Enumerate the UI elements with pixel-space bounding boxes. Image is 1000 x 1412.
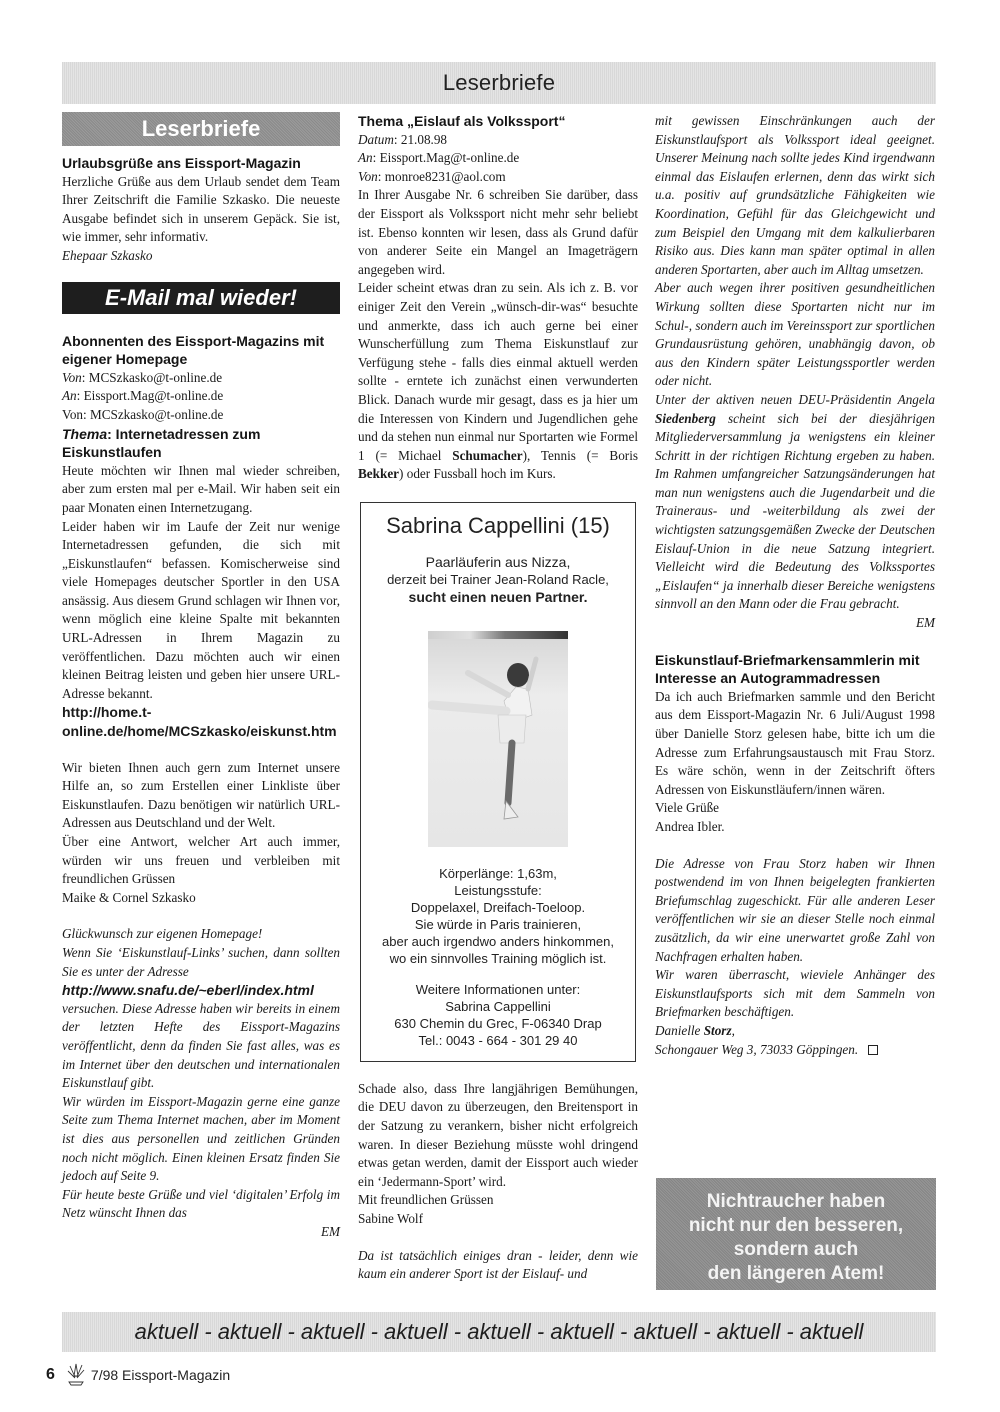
- contact-address: [655, 1041, 935, 1060]
- ad-detail-line: Doppelaxel, Dreifach-Toeloop.: [410, 899, 586, 915]
- column-2: [358, 112, 638, 1284]
- letter-body: Da ich auch Briefmarken sammle und den Bericht aus dem Eissport-Magazin Nr. 6 Juli/August 1998 über Danielle Storz gelesen habe, bitte ich um die Adresse zum Erfahrungsaustausch mit Frau Storz. Es wäre schön, wenn in der Zeitschrift öfters Adressen von Eiskunstläufern/innen wären.: [655, 688, 935, 797]
- reply-paragraph: versuchen. Diese Adresse haben wir bereits in einem der letzten Hefte des Eissport-Magazins veröffentlicht, denn da finden Sie fast alles, was es im Internet über den deutschen und internationalen Eiskunstlauf gibt.: [62, 1000, 340, 1091]
- ad-detail-line: Sie würde in Paris trainieren,: [414, 916, 582, 932]
- aktuell-text: aktuell - aktuell - aktuell - aktuell - aktuell - aktuell - aktuell - aktuell - aktuell: [134, 1319, 864, 1344]
- letter-body: Herzliche Grüße aus dem Urlaub sendet dem Team Ihrer Zeitschrift die Familie Szkasko. Die neueste Ausgabe befindet sich in unserem Gepäck. Sie ist, wie immer, sehr informativ.: [62, 173, 340, 245]
- name-siedenberg: Siedenberg: [655, 410, 716, 426]
- text-run: ) oder Fussball hoch im Kurs.: [399, 466, 556, 482]
- page-footer: [46, 1362, 230, 1388]
- link-url[interactable]: http://www.snafu.de/~eberl/index.html: [62, 982, 314, 999]
- from-label: Von: [62, 369, 82, 385]
- nonsmoker-line: den längeren Atem!: [707, 1263, 885, 1284]
- reply-paragraph: Wir würden im Eissport-Magazin gerne eine ganze Seite zum Thema Internet machen, aber im Moment ist dies aus personellen und zeitlichen Gründen noch nicht möglich. Einen kleinen Ersatz finden Sie jedoch auf Seite 9.: [62, 1093, 340, 1184]
- ad-contact-phone: Tel.: 0043 - 664 - 301 29 40: [418, 1032, 578, 1048]
- email-banner-label: E-Mail mal wieder!: [105, 284, 297, 310]
- date-value: : 21.08.98: [393, 131, 448, 147]
- ad-contact-line: Sabrina Cappellini: [445, 998, 551, 1014]
- letter-heading: Abonnenten des Eissport-Magazins mit eigener Homepage: [62, 332, 325, 368]
- letter-paragraph: Wir bieten Ihnen auch gern zum Internet unsere Hilfe an, so zum Erstellen einer Linkliste über Eiskunstlaufen. Dazu benötigen wir natürlich URL-Adressen aus Deutschland und der Welt.: [62, 759, 340, 831]
- email-subject: [62, 425, 340, 462]
- figure-skater-photo: [428, 631, 568, 847]
- text-run: Danielle: [655, 1022, 704, 1038]
- email-to: [358, 149, 638, 168]
- date-label: Datum: [358, 131, 394, 147]
- ad-headline: sucht einen neuen Partner.: [408, 588, 588, 605]
- reply-signature: EM: [320, 1223, 340, 1239]
- reply-paragraph: Für heute beste Grüße und viel ‘digitalen’ Erfolg im Netz wünscht Ihnen das: [62, 1186, 340, 1221]
- column-3: [655, 112, 935, 1059]
- email-from: [62, 369, 340, 388]
- nonsmoker-line: nicht nur den besseren,: [688, 1215, 904, 1236]
- reply-paragraph: Wir waren überrascht, wieviele Anhänger des Eiskunstlaufsports sich mit dem Sammeln von Briefmarken beschäftigen.: [655, 967, 935, 1020]
- letter-paragraph: Heute möchten wir Ihnen mal wieder schreiben, aber zum ersten mal per e-Mail. Wir haben seit ein paar Monaten einen Internetzugang.: [62, 462, 340, 515]
- ad-contact-line: Weitere Informationen unter:: [415, 981, 581, 997]
- ad-line: derzeit bei Trainer Jean-Roland Racle,: [387, 571, 609, 587]
- email-from: [358, 168, 638, 187]
- ad-contact: [365, 981, 631, 1049]
- section-header-band: [62, 62, 936, 104]
- reply-paragraph: Die Adresse von Frau Storz haben wir Ihnen postwendend im von Ihnen beigelegten frankierten Briefumschlag zugeschickt. Für alle anderen Leser veröffentlichen wir sie an dieser Stelle noch einmal zusätzlich, da wir eine unerwartet große Zahl von Nachfragen erhalten haben.: [655, 855, 935, 964]
- to-label: An: [358, 150, 373, 166]
- aktuell-band: [62, 1312, 936, 1352]
- section-title: Leserbriefe: [442, 70, 556, 95]
- reply-line: Glückwunsch zur eigenen Homepage!: [62, 926, 263, 942]
- from-value: : monroe8231@aol.com: [377, 168, 506, 184]
- magazine-logo-icon: [65, 1362, 87, 1388]
- letter-paragraph: Schade also, dass Ihre langjährigen Bemühungen, die DEU davon zu überzeugen, den Breitensport in der Satzung zu verankern, bisher nicht erfolgreich waren. In dieser Beziehung müsste wohl dringend etwas getan werden, damit der Eissport auch wieder ein ‘Jedermann-Sport’ wird.: [358, 1080, 638, 1189]
- text-run: Unter der aktiven neuen DEU-Präsidentin Angela: [655, 391, 935, 407]
- subject-label: Thema: [62, 425, 108, 442]
- ad-detail-line: Leistungsstufe:: [454, 882, 542, 898]
- name-bekker: Bekker: [358, 466, 400, 482]
- to-value: : Eissport.Mag@t-online.de: [76, 388, 224, 404]
- text-run: ), Tennis (= Boris: [522, 447, 638, 463]
- text-run: scheint sich bei der diesjährigen Mitgliederversammlung ja wenigstens ein kleiner Schritt in der richtigen Richtung ergeben zu haben. Im Rahmen umfangreicher Satzungsänderungen hat man nun wenigstens auch die Jugendarbeit und die Traineraus- und -weiterbildung als zwei der wichtigsten satzungsgemäßen Zwecke der Deutschen Eislauf-Union in die neue Satzung integriert. Vielleicht wird die Bedeutung des Volkssportes „Eislaufen“ ja innerhalb dieser Bereiche wenigstens sinnvoll an den Mann oder die Frau gebracht.: [655, 410, 935, 612]
- address-text: Schongauer Weg 3, 73033 Göppingen.: [655, 1041, 859, 1057]
- email-banner: [62, 282, 340, 314]
- reply-paragraph: mit gewissen Einschränkungen auch der Eiskunstlaufsport als Volkssport ideal geeignet. Unserer Meinung nach sollte jedes Kind irgendwann einmal das Eislaufen erlernen, denn das wirkt sich u.a. positiv auf grundsätzliche Fähigkeiten wie Koordination, Gefühl für das Gleichgewicht und zum Beispiel den Umgang mit dem kalkulierbaren Risiko aus. Dies kann man später optimal in allen anderen Sportarten, aber auch im Alltag umsetzen.: [655, 113, 935, 277]
- subject-value: : Internetadressen zum Eiskunstlaufen: [62, 425, 261, 461]
- leserbriefe-box-label: Leserbriefe: [141, 116, 261, 141]
- page-number: 6: [46, 1366, 55, 1383]
- nonsmoker-box: [656, 1178, 936, 1290]
- email-date: [358, 131, 638, 150]
- letter-signature: Ehepaar Szkasko: [62, 247, 153, 263]
- ad-contact-line: 630 Chemin du Grec, F-06340 Drap: [394, 1015, 602, 1031]
- letter-paragraph: Über eine Antwort, welcher Art auch immer, würden wir uns freuen und verbleiben mit freundlichen Grüssen: [62, 834, 340, 887]
- from-label: Von: [358, 168, 378, 184]
- ad-detail-line: Körperlänge: 1,63m,: [439, 865, 557, 881]
- letter-paragraph: Leider haben wir im Laufe der Zeit nur wenige Internetadressen gefunden, die sich mit „Eiskunstlaufen“ befassen. Komischerweise sind viele Homepages deutscher Sportler in den USA ansässig. Aus diesem Grund schlagen wir Ihnen vor, wenn möglich eine kleine Spalte mit bekannten URL-Adressen in Ihrem Magazin zu veröffentlichen. Dazu möchten auch wir einen kleinen Beitrag leisten und geben hier unsere URL-Adresse bekannt.: [62, 518, 340, 701]
- ad-line: Paarläuferin aus Nizza,: [425, 553, 571, 570]
- name-storz: Storz: [703, 1022, 732, 1038]
- letter-heading: Thema „Eislauf als Volkssport“: [358, 113, 566, 129]
- ad-title: Sabrina Cappellini (15): [386, 512, 610, 538]
- letter-paragraph: In Ihrer Ausgabe Nr. 6 schreiben Sie darüber, dass der Eissport als Volkssport nicht mehr sehr beliebt ist. Ebenso konnten wir lesen, dass als Grund dafür von anderer Seite ein Mangel an Imageträgern angegeben wird.: [358, 187, 638, 277]
- letter-heading: Eiskunstlauf-Briefmarkensammlerin mit Interesse an Autogrammadressen: [655, 651, 920, 687]
- reply-paragraph: [655, 391, 935, 614]
- reply-paragraph: Da ist tatsächlich einiges dran - leider, denn wie kaum ein anderer Sport ist der Eislauf- und: [358, 1247, 638, 1282]
- letter-signature: Maike & Cornel Szkasko: [62, 889, 196, 905]
- text-run: ,: [731, 1022, 735, 1038]
- reply-signature: EM: [915, 615, 935, 631]
- issue-label: 7/98 Eissport-Magazin: [90, 1367, 231, 1383]
- letter-heading: Urlaubsgrüße ans Eissport-Magazin: [62, 155, 301, 171]
- ad-details: [365, 865, 631, 967]
- letter-signature: Andrea Ibler.: [655, 818, 725, 834]
- email-to: [62, 387, 340, 406]
- letter-signature: Sabine Wolf: [358, 1211, 423, 1227]
- email-from-2: Von: MCSzkasko@t-online.de: [62, 406, 224, 422]
- to-value: : Eissport.Mag@t-online.de: [372, 150, 520, 166]
- ad-detail-line: wo ein sinnvolles Training möglich ist.: [389, 950, 607, 966]
- ad-detail-line: aber auch irgendwo anders hinkommen,: [382, 933, 614, 949]
- end-of-article-icon: [868, 1045, 878, 1055]
- nonsmoker-line: Nichtraucher haben: [706, 1191, 886, 1212]
- reply-paragraph: Aber auch wegen ihrer positiven gesundheitlichen Wirkung sollten diese Sportarten nicht nur im Schul-, sondern auch im Vereinssport zur sportlichen Grundausrüstung gehören, unabhängig davon, ob aus den Kindern später Leistungssportler werden oder nicht.: [655, 280, 935, 389]
- letter-paragraph: [358, 279, 638, 484]
- reply-line: Wenn Sie ‘Eiskunstlauf-Links’ suchen, dann sollten Sie es unter der Adresse: [62, 944, 340, 979]
- partner-search-ad: [360, 502, 636, 1062]
- name-schumacher: Schumacher: [452, 447, 523, 463]
- text-run: Leider scheint etwas dran zu sein. Als ich z. B. vor einiger Zeit den Verein „wünsch-dir-was“ besuchte und anmerkte, dass ich auch gerne bei einer Wunscherfüllung zum Thema Eiskunstlauf zur Verfügung stehe - falls dies einmal aktuell werden sollte - erntete ich zunächst einen verwunderten Blick. Danach wurde mir gesagt, dass es ja hier um die Interessen von Kindern und Jugendlichen gehe und da stehen nun einmal nur Sportarten wie Formel 1 (= Michael: [358, 280, 638, 463]
- letter-closing: Mit freundlichen Grüssen: [358, 1192, 494, 1208]
- skater-silhouette-icon: [428, 631, 568, 847]
- letter-closing: Viele Grüße: [655, 800, 720, 816]
- to-label: An: [62, 388, 77, 404]
- leserbriefe-box: [62, 112, 340, 146]
- homepage-url[interactable]: http://home.t-online.de/home/MCSzkasko/eiskunst.htm: [62, 704, 337, 740]
- nonsmoker-line: sondern auch: [733, 1239, 859, 1260]
- column-1: [62, 112, 340, 1241]
- from-value: : MCSzkasko@t-online.de: [81, 369, 223, 385]
- contact-name: [655, 1022, 935, 1041]
